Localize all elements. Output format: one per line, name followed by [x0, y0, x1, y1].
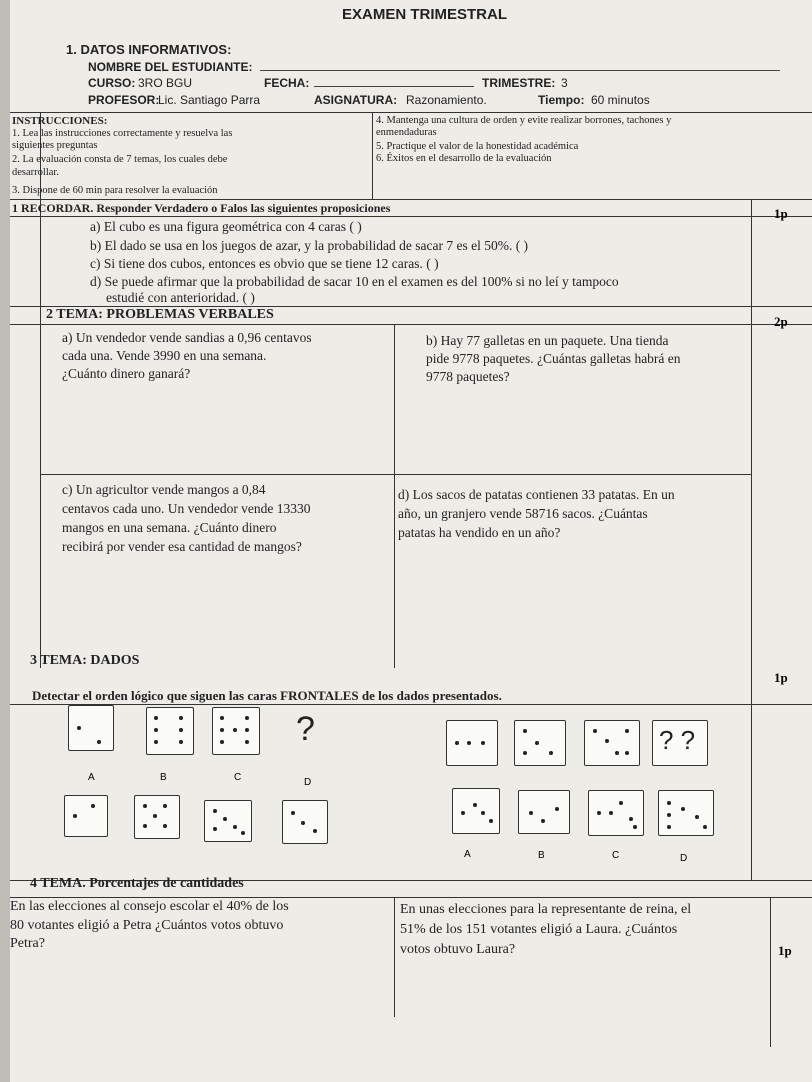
section3-title: 3 TEMA: DADOS [30, 653, 140, 668]
die-face [134, 795, 180, 839]
instruction-line: 3. Dispone de 60 min para resolver la evaluación [12, 185, 218, 196]
die-face [452, 788, 500, 834]
instructions-title: INSTRUCCIONES: [12, 115, 108, 127]
option-label: B [160, 772, 167, 783]
section4-title: 4 TEMA. Porcentajes de cantidades [30, 876, 244, 891]
section3-points: 1p [774, 670, 788, 685]
instruction-line: desarrollar. [12, 167, 59, 178]
teacher-label: PROFESOR: [88, 93, 160, 107]
exam-page [10, 0, 812, 1082]
die-face [658, 790, 714, 836]
option-label: B [538, 850, 545, 861]
option-label: A [88, 772, 95, 783]
section-datos: 1. DATOS INFORMATIVOS: [66, 42, 232, 57]
die-face [204, 800, 252, 842]
problem-b: 9778 paquetes? [426, 369, 510, 384]
instruction-line: enmendaduras [376, 127, 437, 138]
die-face [652, 720, 708, 766]
term-value: 3 [561, 76, 568, 90]
rule [372, 112, 373, 200]
die-face [212, 707, 260, 755]
percent-problem-left: 80 votantes eligió a Petra ¿Cuántos votos obtuvo [10, 918, 284, 933]
option-label: D [304, 777, 312, 788]
percent-problem-left: En las elecciones al consejo escolar el 40% de los [10, 899, 289, 914]
time-value: 60 minutos [591, 93, 650, 107]
die-face [146, 707, 194, 755]
option-label: C [234, 772, 242, 783]
problem-d: patatas ha vendido en un año? [398, 525, 561, 540]
student-line [260, 70, 780, 71]
problem-c: c) Un agricultor vende mangos a 0,84 [62, 482, 266, 497]
teacher-value: Lic. Santiago Parra [158, 93, 261, 107]
time-label: Tiempo: [538, 93, 585, 107]
section4-points: 1p [778, 943, 792, 958]
instruction-line: 5. Practique el valor de la honestidad académica [376, 141, 579, 152]
tf-item-d: d) Se puede afirmar que la probabilidad de sacar 10 en el examen es del 100% si no leí y tampoco [90, 274, 619, 289]
die-face [68, 705, 114, 751]
exam-title: EXAMEN TRIMESTRAL [342, 6, 507, 23]
tf-item-a: a) El cubo es una figura geométrica con 4 caras ( ) [90, 219, 362, 234]
percent-problem-right: votos obtuvo Laura? [400, 942, 516, 957]
die-face [588, 790, 644, 836]
option-label: C [612, 850, 620, 861]
rule [394, 897, 395, 1017]
section1-points: 1p [774, 206, 788, 221]
tf-item-d-cont: estudié con anterioridad. ( ) [106, 290, 255, 305]
subject-value: Razonamiento. [406, 93, 487, 107]
problem-a: a) Un vendedor vende sandias a 0,96 centavos [62, 330, 312, 345]
problem-c: centavos cada uno. Un vendedor vende 13330 [62, 501, 311, 516]
instruction-line: 4. Mantenga una cultura de orden y evite realizar borrones, tachones y [376, 115, 672, 126]
instruction-line: siguientes preguntas [12, 140, 98, 151]
tf-item-b: b) El dado se usa en los juegos de azar, y la probabilidad de sacar 7 es el 50%. ( ) [90, 238, 529, 253]
section2-points: 2p [774, 314, 788, 329]
problem-a: ¿Cuánto dinero ganará? [62, 366, 191, 381]
problem-b: pide 9778 paquetes. ¿Cuántas galletas habrá en [426, 351, 681, 366]
option-label: A [464, 849, 471, 860]
course-value: 3RO BGU [138, 76, 193, 90]
problem-b: b) Hay 77 galletas en un paquete. Una tienda [426, 333, 669, 348]
tf-item-c: c) Si tiene dos cubos, entonces es obvio que se tiene 12 caras. ( ) [90, 256, 439, 271]
problem-c: mangos en una semana. ¿Cuánto dinero [62, 520, 277, 535]
student-label: NOMBRE DEL ESTUDIANTE: [88, 60, 253, 74]
double-question: ? ? [659, 725, 696, 755]
percent-problem-right: 51% de los 151 votantes eligió a Laura. ¿Cuántos [400, 922, 678, 937]
die-face [514, 720, 566, 766]
die-face [446, 720, 498, 766]
instruction-line: 1. Lea las instrucciones correctamente y resuelva las [12, 128, 233, 139]
problem-a: cada una. Vende 3990 en una semana. [62, 348, 267, 363]
rule [770, 897, 771, 1047]
rule [10, 216, 812, 217]
die-face [64, 795, 108, 837]
problem-d: d) Los sacos de patatas contienen 33 patatas. En un [398, 487, 675, 502]
term-label: TRIMESTRE: [482, 76, 556, 90]
course-label: CURSO: [88, 76, 136, 90]
die-face [282, 800, 328, 844]
question-mark: ? [296, 710, 315, 748]
instruction-line: 2. La evaluación consta de 7 temas, los cuales debe [12, 154, 228, 165]
rule [10, 704, 812, 705]
problem-d: año, un granjero vende 58716 sacos. ¿Cuántas [398, 506, 648, 521]
instruction-line: 6. Éxitos en el desarrollo de la evaluación [376, 153, 552, 164]
section1-title: 1 RECORDAR. Responder Verdadero o Falos las siguientes proposiciones [12, 201, 391, 215]
section3-subtitle: Detectar el orden lógico que siguen las caras FRONTALES de los dados presentados. [32, 688, 502, 703]
rule [751, 199, 752, 880]
subject-label: ASIGNATURA: [314, 93, 398, 107]
die-face [518, 790, 570, 834]
rule [10, 897, 812, 898]
rule [10, 199, 812, 200]
die-face [584, 720, 640, 766]
date-label: FECHA: [264, 76, 310, 90]
problem-c: recibirá por vender esa cantidad de mangos? [62, 539, 302, 554]
rule [394, 324, 395, 668]
section2-title: 2 TEMA: PROBLEMAS VERBALES [46, 307, 274, 322]
date-line [314, 86, 474, 87]
percent-problem-left: Petra? [10, 936, 45, 951]
percent-problem-right: En unas elecciones para la representante de reina, el [400, 902, 692, 917]
rule [40, 474, 752, 475]
rule [10, 324, 812, 325]
rule [10, 112, 812, 113]
option-label: D [680, 853, 688, 864]
